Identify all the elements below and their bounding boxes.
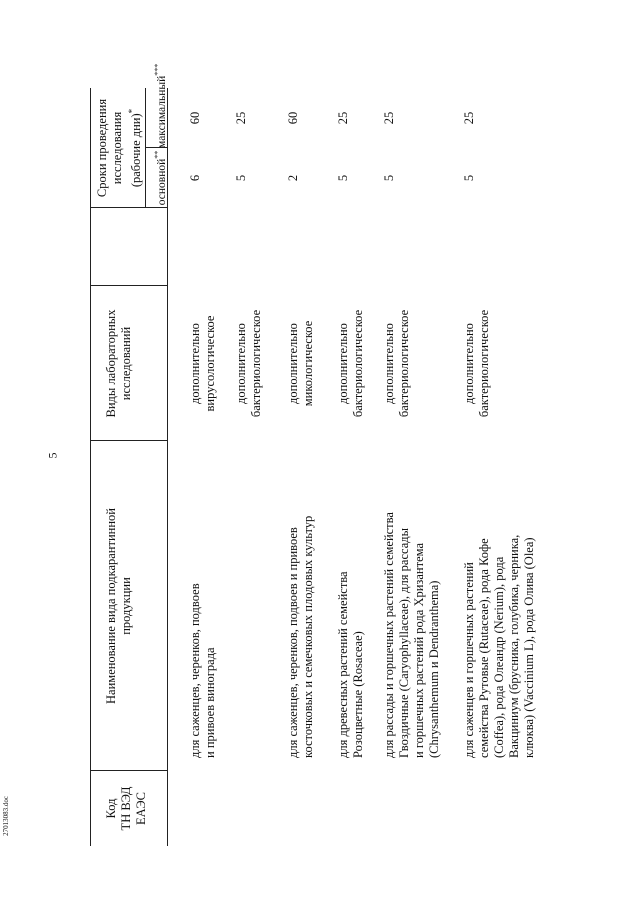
header-name-line1: Наименование вида подкарантинной xyxy=(104,508,118,704)
row6-name-line3: (Coffea), рода Олеандр (Nerium), рода xyxy=(492,556,506,758)
row4-name-line1: для древесных растений семейства xyxy=(336,571,350,758)
row1-basic: 6 xyxy=(188,174,202,182)
row4-max: 25 xyxy=(336,111,350,125)
row2-type-line1: дополнительно xyxy=(234,323,248,404)
header-types-line2: исследований xyxy=(119,326,133,401)
row4-name-line2: Розоцветные (Rosaceae) xyxy=(351,631,365,758)
row6-type-line2: бактериологическое xyxy=(477,309,491,418)
row1-type-line2: вирусологическое xyxy=(203,315,217,412)
header-types-line1: Виды лабораторных xyxy=(104,309,118,418)
row5-max: 25 xyxy=(382,111,396,125)
terms-subheader-rule xyxy=(145,88,146,208)
row6-type xyxy=(462,286,492,441)
row1-max: 60 xyxy=(188,111,202,125)
row5-type xyxy=(382,286,412,441)
row1-name-line1: для саженцев, черенков, подвоев xyxy=(188,583,202,758)
row3-type-line2: микологическое xyxy=(301,320,315,407)
row6-name xyxy=(462,446,537,758)
row1-name-line2: и привоев винограда xyxy=(203,647,217,758)
row6-basic: 5 xyxy=(462,174,476,182)
row1-type xyxy=(188,286,218,441)
row3-name-line2: косточковых и семечковых плодовых культур xyxy=(301,515,315,758)
row5-basic: 5 xyxy=(382,174,396,182)
header-name xyxy=(104,441,134,771)
row5-type-line1: дополнительно xyxy=(382,323,396,404)
header-basic-text: основной xyxy=(155,158,168,206)
maximum-footnote-mark: *** xyxy=(153,63,162,76)
row6-name-line1: для саженцев и горшечных растений xyxy=(462,562,476,758)
row4-basic: 5 xyxy=(336,174,350,182)
header-code xyxy=(104,771,149,846)
header-name-line2: продукции xyxy=(119,577,133,635)
row4-name xyxy=(336,446,366,758)
terms-footnote-mark: * xyxy=(127,108,137,114)
row6-name-line2: семейства Рутовые (Rutaceae), рода Кофе xyxy=(477,538,491,758)
row3-type-line1: дополнительно xyxy=(286,323,300,404)
header-terms-line3-text: (рабочие дни) xyxy=(129,113,144,188)
row6-type-line1: дополнительно xyxy=(462,323,476,404)
rotated-table xyxy=(90,63,536,846)
row4-type-line2: бактериологическое xyxy=(351,309,365,418)
row6-name-line5: клюква) (Vaccinium L), рода Олива (Olea) xyxy=(522,537,536,758)
header-maximum xyxy=(150,63,170,148)
row1-name xyxy=(188,446,218,758)
row3-basic: 2 xyxy=(286,174,300,182)
header-terms-line3 xyxy=(125,88,144,208)
row5-name-line4: (Chrysanthemum и Dendranthema) xyxy=(427,580,441,758)
row3-name xyxy=(286,428,316,758)
header-terms xyxy=(95,88,144,208)
row5-type-line2: бактериологическое xyxy=(397,309,411,418)
row3-max: 60 xyxy=(286,111,300,125)
row2-type xyxy=(234,286,264,441)
row5-name-line3: и горшечных растений рода Хризантема xyxy=(412,543,426,758)
table-top-rule xyxy=(90,88,91,846)
row2-max: 25 xyxy=(234,111,248,125)
header-basic xyxy=(150,148,170,208)
file-name-note: 27013083.doc xyxy=(1,796,10,836)
page-number: 5 xyxy=(45,452,60,459)
header-terms-line2: исследования xyxy=(110,111,124,185)
row4-type-line1: дополнительно xyxy=(336,323,350,404)
header-types xyxy=(104,286,134,441)
row2-type-line2: бактериологическое xyxy=(249,309,263,418)
header-terms-line1: Сроки проведения xyxy=(95,98,109,198)
row5-name xyxy=(382,440,442,758)
header-code-line2: ТН ВЭД ЕАЭС xyxy=(119,786,148,831)
row3-name-line1: для саженцев, черенков, подвоев и привоев xyxy=(286,527,300,758)
header-code-line1: Код xyxy=(104,798,118,819)
row5-name-line1: для рассады и горшечных растений семейства xyxy=(382,512,396,758)
row3-type xyxy=(286,286,316,441)
basic-footnote-mark: ** xyxy=(153,150,162,159)
header-maximum-text: максимальный xyxy=(155,75,168,148)
row1-type-line1: дополнительно xyxy=(188,323,202,404)
row5-name-line2: Гвоздичные (Caryophyllaceae), для рассады xyxy=(397,527,411,758)
row2-basic: 5 xyxy=(234,174,248,182)
row4-type xyxy=(336,286,366,441)
row6-name-line4: Вакциниум (брусника, голубика, черника, xyxy=(507,534,521,758)
row6-max: 25 xyxy=(462,111,476,125)
